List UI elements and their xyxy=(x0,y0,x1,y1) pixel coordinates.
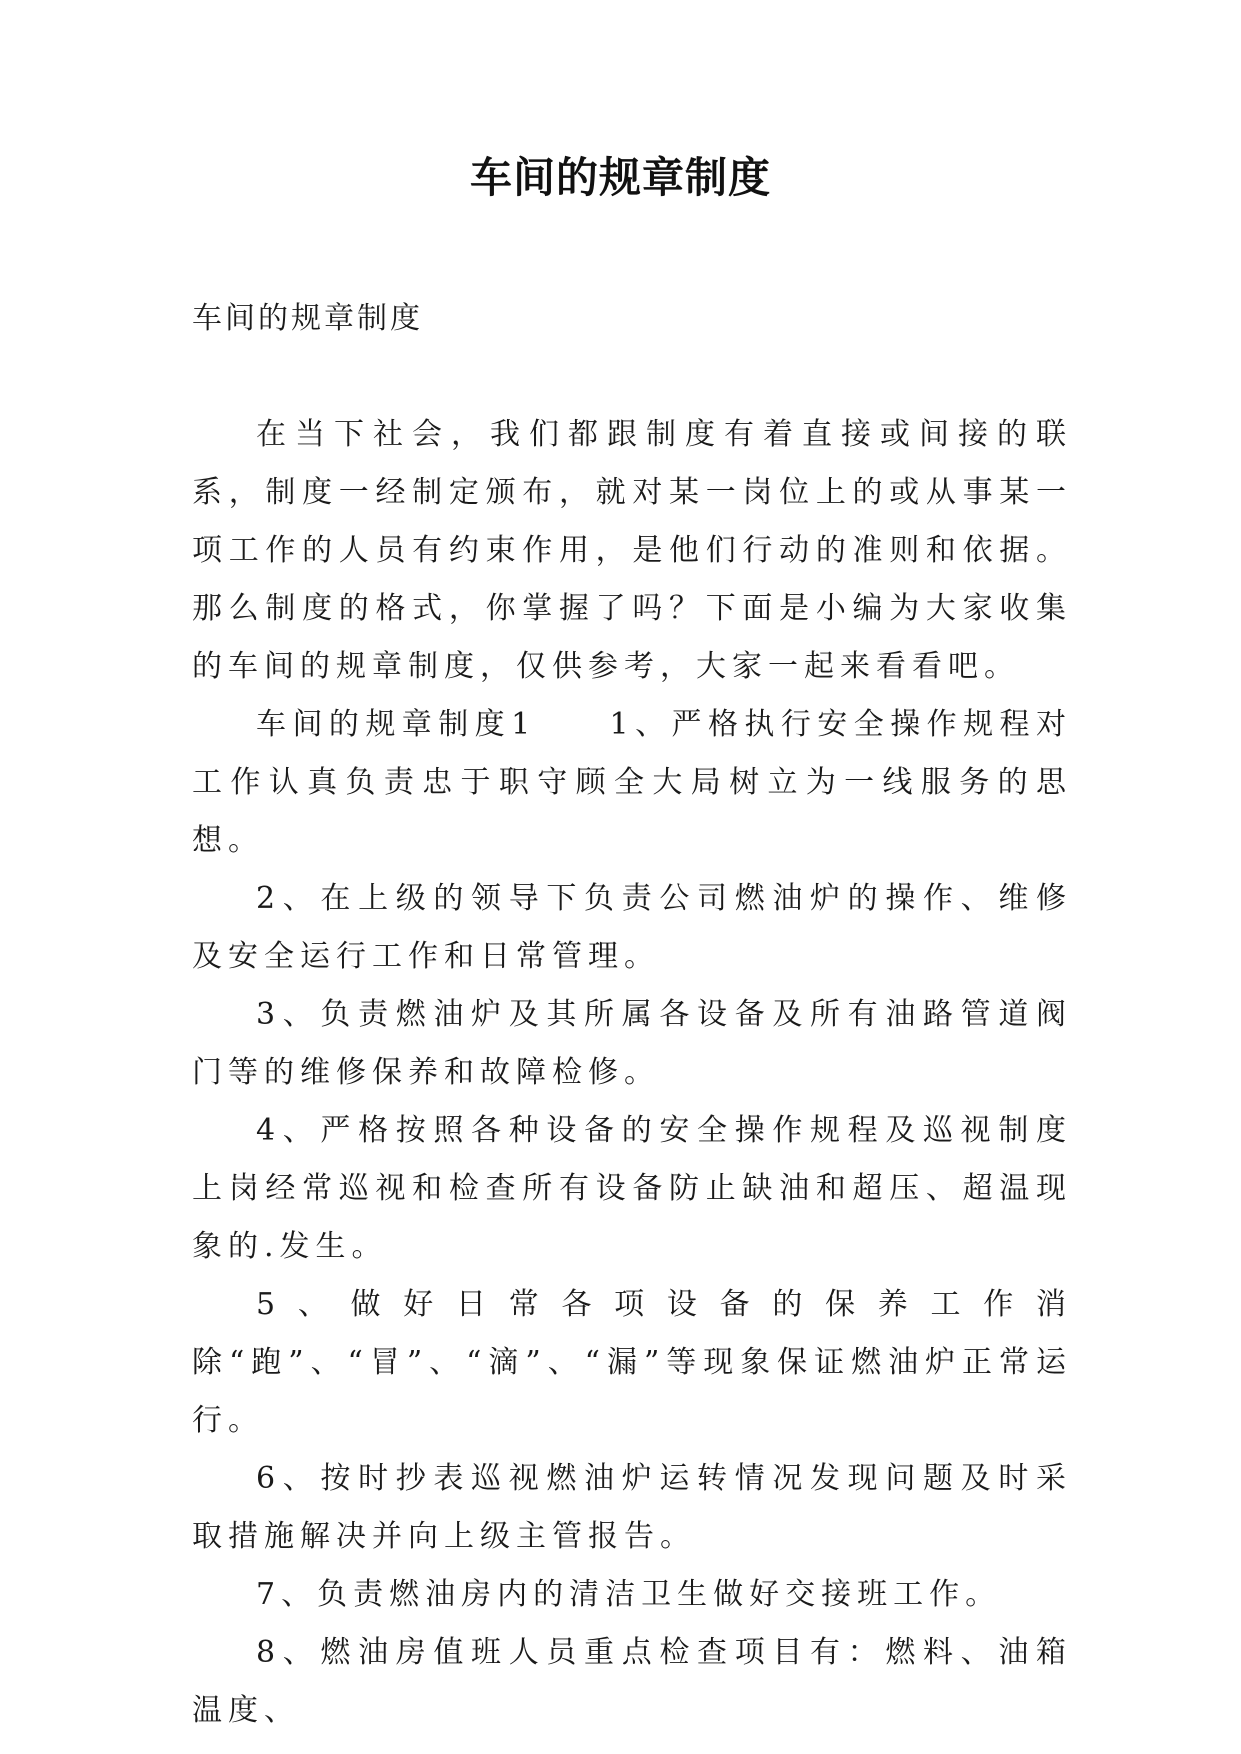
rule-paragraph-3: 3、负责燃油炉及其所属各设备及所有油路管道阀门等的维修保养和故障检修。 xyxy=(192,997,1072,1090)
document-body xyxy=(192,290,1072,1740)
rule-paragraph-1: 车间的规章制度1 1、严格执行安全操作规程对工作认真负责忠于职守顾全大局树立为一线服务的思想。 xyxy=(192,707,1072,858)
rule-paragraph-5: 5、做好日常各项设备的保养工作消除“跑”、“冒”、“滴”、“漏”等现象保证燃油炉正常运行。 xyxy=(192,1287,1072,1438)
rule-paragraph-4: 4、严格按照各种设备的安全操作规程及巡视制度上岗经常巡视和检查所有设备防止缺油和超压、超温现象的.发生。 xyxy=(192,1113,1072,1264)
rule-paragraph-8: 8、燃油房值班人员重点检查项目有：燃料、油箱温度、 xyxy=(192,1635,1072,1728)
document-title: 车间的规章制度 xyxy=(469,153,771,202)
rule-paragraph-2: 2、在上级的领导下负责公司燃油炉的操作、维修及安全运行工作和日常管理。 xyxy=(192,881,1072,974)
rule-paragraph-7: 7、负责燃油房内的清洁卫生做好交接班工作。 xyxy=(256,1577,1002,1612)
document-subtitle: 车间的规章制度 xyxy=(192,301,423,336)
rule-paragraph-6: 6、按时抄表巡视燃油炉运转情况发现问题及时采取措施解决并向上级主管报告。 xyxy=(192,1461,1072,1554)
intro-paragraph: 在当下社会，我们都跟制度有着直接或间接的联系，制度一经制定颁布，就对某一岗位上的或从事某一项工作的人员有约束作用，是他们行动的准则和依据。那么制度的格式，你掌握了吗？下面是小编为大家收集的车间的规章制度，仅供参考，大家一起来看看吧。 xyxy=(192,417,1072,684)
